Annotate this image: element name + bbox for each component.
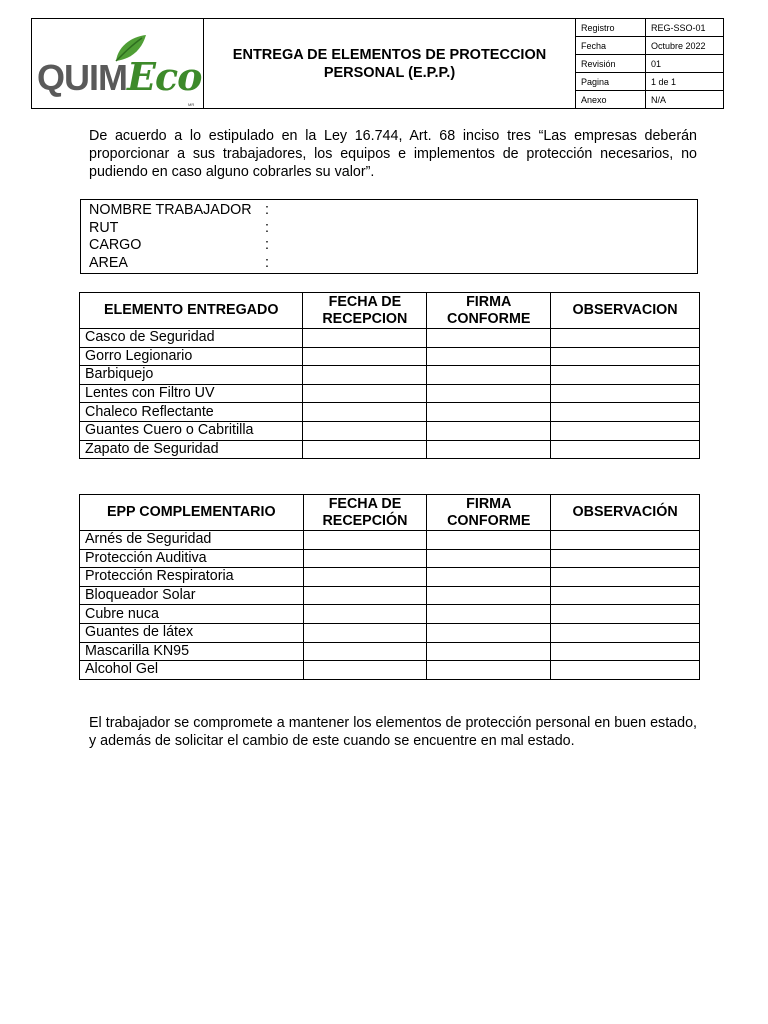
date-cell[interactable] [303,384,427,403]
observation-cell[interactable] [551,605,700,624]
meta-value: N/A [651,94,667,105]
table-row [80,568,700,587]
observation-cell[interactable] [551,384,700,403]
column-header: FECHA DE RECEPCION [303,293,427,329]
field-separator: : [265,202,269,218]
epp-delivered-table [79,292,700,459]
observation-cell[interactable] [551,403,700,422]
field-separator: : [265,237,269,253]
meta-row [576,37,723,55]
meta-row [576,55,723,73]
document-meta [576,19,723,108]
column-header: FIRMA CONFORME [427,495,551,531]
observation-cell[interactable] [551,642,700,661]
date-cell[interactable] [303,440,427,459]
meta-key: Anexo [576,91,646,108]
element-cell: Bloqueador Solar [80,586,304,605]
date-cell[interactable] [303,568,427,587]
observation-cell[interactable] [551,347,700,366]
table-row [80,642,700,661]
table-row [80,586,700,605]
element-cell: Casco de Seguridad [80,329,303,348]
signature-cell[interactable] [427,586,551,605]
logo-accent: Eco [127,54,202,99]
element-cell: Zapato de Seguridad [80,440,303,459]
table-row [80,549,700,568]
signature-cell[interactable] [427,347,551,366]
field-separator: : [265,219,269,236]
element-cell: Alcohol Gel [80,661,304,680]
field-label: NOMBRE TRABAJADOR [89,202,252,218]
meta-value: 01 [651,58,662,69]
field-separator: : [265,254,269,271]
table-row [80,661,700,680]
element-cell: Protección Auditiva [80,549,304,568]
element-cell: Guantes de látex [80,623,304,642]
date-cell[interactable] [303,366,427,385]
observation-cell[interactable] [551,366,700,385]
intro-paragraph: De acuerdo a lo estipulado en la Ley 16.744, Art. 68 inciso tres “Las empresas deberán proporcionar a sus trabajadores, los equipos e implementos de protección necesarios, no pudiendo en caso alguno cobrarles su valor”. [89,128,697,180]
table-row [80,347,700,366]
element-cell: Arnés de Seguridad [80,531,304,550]
meta-key: Pagina [576,73,646,90]
meta-value: 1 de 1 [651,76,677,87]
signature-cell[interactable] [427,329,551,348]
table-header-row [80,293,700,329]
document-title: ENTREGA DE ELEMENTOS DE PROTECCION PERSONAL (E.P.P.) [204,19,576,108]
signature-cell[interactable] [427,568,551,587]
date-cell[interactable] [303,661,427,680]
signature-cell[interactable] [427,440,551,459]
table-row [80,440,700,459]
element-cell: Protección Respiratoria [80,568,304,587]
element-cell: Mascarilla KN95 [80,642,304,661]
column-header: FECHA DE RECEPCIÓN [303,495,427,531]
element-cell: Barbiquejo [80,366,303,385]
date-cell[interactable] [303,549,427,568]
column-header: OBSERVACIÓN [551,495,700,531]
logo-main: QUIM [37,57,127,98]
closing-paragraph: El trabajador se compromete a mantener los elementos de protección personal en buen estado, y además de solicitar el cambio de este cuando se encuentre en mal estado. [89,715,697,749]
meta-row [576,73,723,91]
epp-complementary-table [79,494,700,680]
field-label: RUT [89,219,119,236]
observation-cell[interactable] [551,531,700,550]
worker-field-cargo[interactable] [89,237,689,255]
element-cell: Gorro Legionario [80,347,303,366]
signature-cell[interactable] [427,661,551,680]
meta-key: Fecha [576,37,646,54]
date-cell[interactable] [303,623,427,642]
table-row [80,403,700,422]
signature-cell[interactable] [427,421,551,440]
meta-key: Revisión [576,55,646,72]
table-row [80,531,700,550]
observation-cell[interactable] [551,568,700,587]
date-cell[interactable] [303,586,427,605]
observation-cell[interactable] [551,421,700,440]
observation-cell[interactable] [551,661,700,680]
column-header: FIRMA CONFORME [427,293,551,329]
observation-cell[interactable] [551,440,700,459]
signature-cell[interactable] [427,623,551,642]
element-cell: Guantes Cuero o Cabritilla [80,421,303,440]
table-row [80,421,700,440]
element-cell: Lentes con Filtro UV [80,384,303,403]
column-header: EPP COMPLEMENTARIO [80,495,304,531]
worker-field-name[interactable] [89,202,689,220]
element-cell: Cubre nuca [80,605,304,624]
element-cell: Chaleco Reflectante [80,403,303,422]
date-cell[interactable] [303,605,427,624]
meta-row [576,91,723,108]
table-row [80,329,700,348]
meta-row [576,19,723,37]
date-cell[interactable] [303,421,427,440]
logo-wordmark [37,54,202,99]
field-label: AREA [89,254,128,271]
signature-cell[interactable] [427,384,551,403]
table-row [80,605,700,624]
company-logo [32,19,204,108]
worker-field-rut[interactable] [89,220,689,238]
date-cell[interactable] [303,403,427,422]
signature-cell[interactable] [427,549,551,568]
table-row [80,384,700,403]
table-row [80,623,700,642]
worker-info-box [80,199,698,274]
signature-cell[interactable] [427,531,551,550]
observation-cell[interactable] [551,586,700,605]
logo-trademark: MR [188,102,195,107]
worker-field-area[interactable] [89,255,689,273]
signature-cell[interactable] [427,403,551,422]
observation-cell[interactable] [551,329,700,348]
signature-cell[interactable] [427,642,551,661]
date-cell[interactable] [303,642,427,661]
meta-key: Registro [576,19,646,36]
observation-cell[interactable] [551,549,700,568]
date-cell[interactable] [303,531,427,550]
table-header-row [80,495,700,531]
date-cell[interactable] [303,329,427,348]
table-row [80,366,700,385]
meta-value: Octubre 2022 [651,40,706,51]
signature-cell[interactable] [427,605,551,624]
column-header: ELEMENTO ENTREGADO [80,293,303,329]
column-header: OBSERVACION [551,293,700,329]
date-cell[interactable] [303,347,427,366]
signature-cell[interactable] [427,366,551,385]
observation-cell[interactable] [551,623,700,642]
field-label: CARGO [89,237,142,253]
meta-value: REG-SSO-01 [651,22,706,33]
document-header [31,18,724,109]
